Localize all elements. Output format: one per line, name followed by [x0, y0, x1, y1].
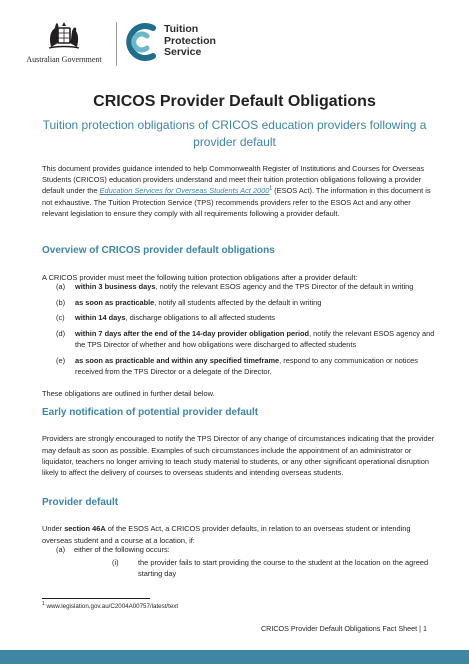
document-subtitle: Tuition protection obligations of CRICOS education providers following a provider default	[42, 118, 427, 149]
tps-swirl-icon	[123, 22, 159, 62]
early-notification-paragraph: Providers are strongly encouraged to notify the TPS Director of any change of circumstances indicating that the provider may default as soon as possible. Examples of such circumstances include the appointment of an administrator or liquidator, teachers no longer arriving to teach study material to students, or any other significant operational disruption likely to affect the delivery of courses to overseas students and intending overseas students.	[42, 434, 435, 477]
footer-accent-bar	[0, 650, 469, 664]
document-title: CRICOS Provider Default Obligations	[93, 93, 376, 110]
section-heading-early-notification: Early notification of potential provider default	[42, 407, 259, 418]
list-item: (a) within 3 business days, notify the relevant ESOS agency and the TPS Director of the default in writing	[56, 282, 414, 291]
provider-default-lead: Under section 46A of the ESOS Act, a CRICOS provider defaults, in relation to an overseas student or intending overseas student and a course at a location, if:	[42, 524, 411, 545]
page-footer: CRICOS Provider Default Obligations Fact Sheet | 1	[260, 624, 427, 633]
section-heading-provider-default: Provider default	[42, 497, 119, 508]
overview-lead: A CRICOS provider must meet the following tuition protection obligations after a provider default:	[42, 273, 358, 283]
obligations-list	[56, 281, 437, 381]
tps-logo-line: Tuition	[164, 23, 199, 35]
coat-of-arms-icon	[46, 20, 82, 52]
header-logos	[20, 18, 260, 66]
gov-logo-text: Australian Government	[26, 55, 102, 64]
outlined-note: These obligations are outlined in further detail below.	[42, 389, 215, 399]
logo-divider	[116, 22, 117, 66]
intro-text-continued: (ESOS Act). The information in this document is not exhaustive. The Tuition Protection Service (TPS) recommends providers refer to the ESOS Act and any other relevant legislation to ensure they comply with all requirements following a provider default.	[42, 186, 431, 218]
australian-government-logo	[20, 18, 108, 66]
section-heading-overview: Overview of CRICOS provider default obligations	[42, 245, 275, 256]
intro-paragraph	[42, 163, 437, 219]
tps-logo-line: Service	[164, 46, 202, 58]
sub-clause-a: (a) either of the following occurs:	[56, 545, 170, 554]
tps-logo-line: Protection	[164, 34, 216, 47]
sub-clause-i: (i) the provider fails to start providing the course to the student at the location on the agreed starting day	[112, 558, 429, 579]
tps-logo-text	[164, 24, 216, 59]
list-item: (c) within 14 days, discharge obligations to all affected students	[56, 313, 275, 323]
list-item: (d) within 7 days after the end of the 14-day provider obligation period, notify the relevant ESOS agency and the TPS Director of whether and how obligations were discharged to affected students	[56, 328, 435, 349]
footnote-ref: 1	[269, 185, 273, 192]
tps-logo	[123, 18, 253, 66]
list-item: (b) as soon as practicable, notify all students affected by the default in writing	[56, 297, 322, 307]
esos-act-link[interactable]: Education Services for Overseas Students Act 2000	[99, 186, 270, 196]
intro-text: This document provides guidance intended to help Commonwealth Register of Institutions and Courses for Overseas Students (CRICOS) education providers understand and meet their tuition protection obligations following a provider default under the	[42, 164, 425, 196]
footnote: $^1$ www.legislation.gov.au/C2004A00757/latest/text	[42, 600, 179, 610]
footnote-divider	[42, 598, 150, 599]
list-item: (e) as soon as practicable and within any specified timeframe, respond to any communication or notices received from the TPS Director or a delegate of the Director.	[56, 355, 418, 376]
